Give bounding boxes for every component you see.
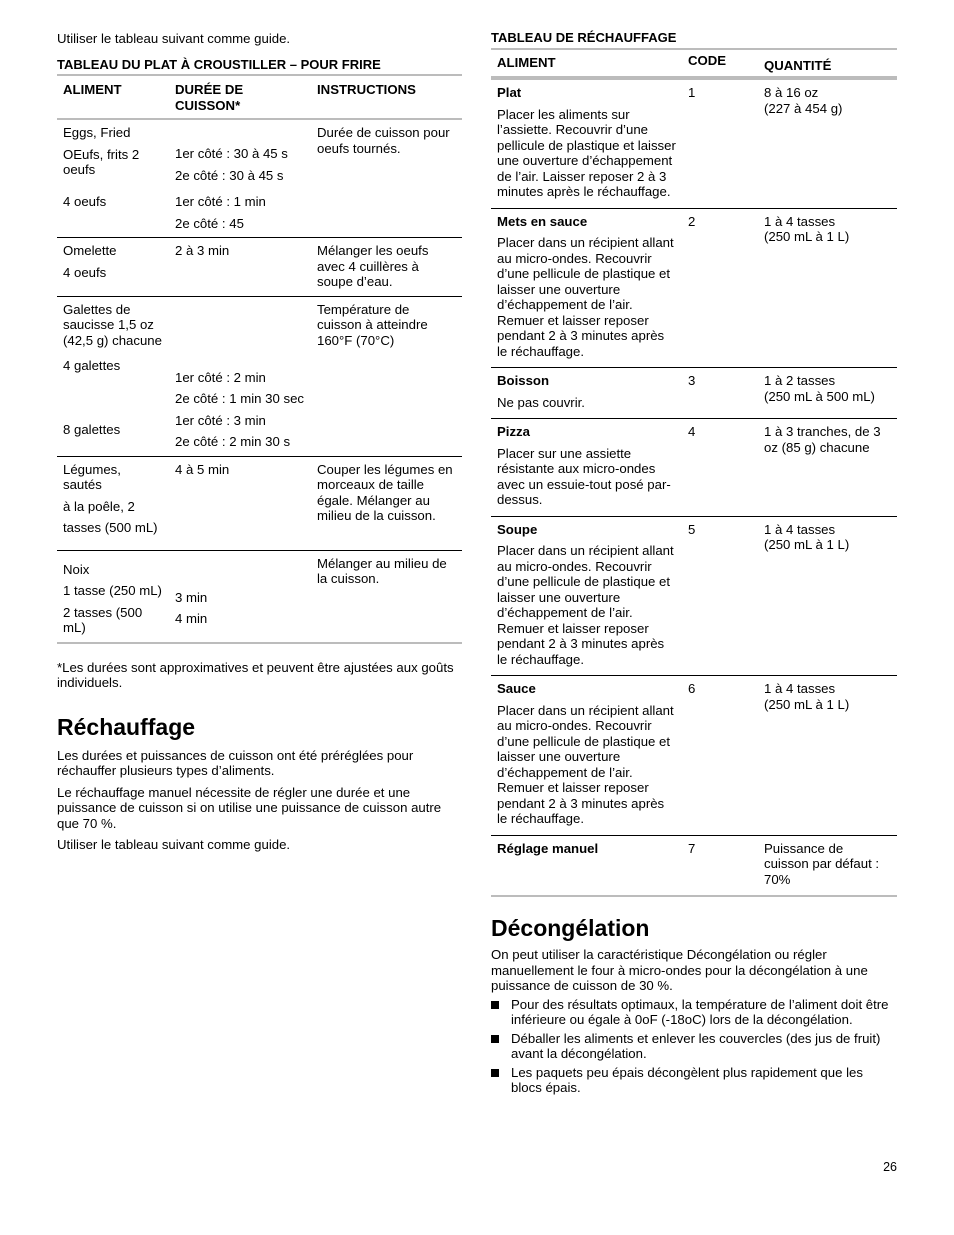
code-cell: 6: [688, 681, 696, 696]
instructions-cell: Couper les légumes en morceaux de taille égale. Mélanger au milieu de la cuisson.: [317, 461, 453, 523]
header-food: ALIMENT: [497, 54, 556, 70]
time-cell: 1er côté : 30 à 45 s 2e côté : 30 à 45 s 1er côté : 1 min 2e côté : 45: [175, 146, 288, 231]
food-description: Placer sur une assiette résistante aux micro-ondes avec un essuie-tout posé par-dessus.: [497, 445, 671, 507]
food-description: Placer dans un récipient allant au micro-ondes. Recouvrir d’une pellicule de plastique et laisser une ouverture d’échappement de l’air. Remuer et laisser reposer pendant 2 à 3 minutes après le réchauffage.: [497, 702, 674, 826]
food-name: Pizza: [497, 424, 530, 439]
food-name: Mets en sauce: [497, 213, 588, 229]
section-heading-reheat: Réchauffage: [57, 713, 196, 740]
code-cell: 2: [688, 213, 696, 229]
food-cell: [491, 373, 682, 410]
defrost-bullet-list: [491, 997, 897, 1096]
reheat-table-body: [491, 80, 897, 897]
defrost-paragraph: On peut utiliser la caractéristique Décongélation ou régler manuellement le four à micro-ondes pour la décongélation à une puissance de cuisson de 30 %.: [491, 947, 868, 993]
food-cell: Légumes, sautés à la poêle, 2 tasses (500 mL): [63, 461, 158, 535]
food-description: Placer dans un récipient allant au micro-ondes. Recouvrir d’une pellicule de plastique et laisser une ouverture d’échappement de l’air. Remuer et laisser reposer pendant 2 à 3 minutes après le réchauffage.: [497, 235, 674, 359]
quantity-cell: 1 à 3 tranches, de 3 oz (85 g) chacune: [764, 424, 881, 455]
table-row: [491, 209, 897, 369]
time-cell: 4 à 5 min: [175, 461, 230, 477]
list-item: Déballer les aliments et enlever les couvercles (des jus de fruit) avant la décongélation.: [491, 1031, 897, 1062]
section-heading-defrost: Décongélation: [491, 915, 650, 941]
square-bullet-icon: [491, 1035, 499, 1043]
code-cell: 3: [688, 373, 696, 388]
code-cell: 4: [688, 424, 696, 439]
header-time: DURÉE DE CUISSON*: [175, 82, 244, 113]
header-instructions: INSTRUCTIONS: [317, 82, 416, 97]
table-row: [57, 457, 462, 551]
list-item: Les paquets peu épais décongèlent plus rapidement que les blocs épais.: [491, 1065, 897, 1096]
food-name: Soupe: [497, 521, 538, 537]
table-row: [491, 419, 897, 517]
code-cell: 1: [688, 85, 696, 100]
food-cell: [491, 841, 682, 888]
reheat-table-title: TABLEAU DE RÉCHAUFFAGE: [491, 30, 677, 45]
reheat-table-header: [491, 50, 897, 79]
list-item: Pour des résultats optimaux, la température de l’aliment doit être inférieure ou égale à 0oF (-18oC) lors de la décongélation.: [491, 997, 897, 1028]
food-cell: [491, 681, 682, 827]
table-row: [491, 517, 897, 677]
instructions-cell: Mélanger les oeufs avec 4 cuillères à soupe d’eau.: [317, 243, 429, 289]
header-food: ALIMENT: [63, 82, 122, 97]
page-number: 26: [883, 1160, 897, 1174]
table-row: [57, 120, 462, 238]
table-row: [491, 836, 897, 896]
quantity-cell: 8 à 16 oz (227 à 454 g): [764, 85, 843, 116]
crisp-table: [57, 74, 462, 644]
reheat-paragraph: Le réchauffage manuel nécessite de régler une durée et une puissance de cuisson si on utilise une puissance de cuisson autre que 70 %.: [57, 784, 442, 831]
quantity-cell: 1 à 4 tasses (250 mL à 1 L): [764, 681, 850, 712]
reheat-table: [491, 48, 897, 81]
reheat-paragraph: Les durées et puissances de cuisson ont été préréglées pour réchauffer plusieurs types d’aliments.: [57, 747, 414, 778]
food-description: Placer les aliments sur l’assiette. Recouvrir d’une pellicule de plastique et laisser une ouverture d’échappement de l’air. Laisser reposer 2 à 3 minutes après le réchauffage.: [497, 106, 676, 199]
food-cell: Eggs, Fried OEufs, frits 2 oeufs 4 oeufs: [63, 125, 140, 209]
food-name: Sauce: [497, 681, 536, 696]
instructions-cell: Durée de cuisson pour oeufs tournés.: [317, 125, 450, 156]
food-name: Boisson: [497, 373, 550, 388]
instructions-cell: Température de cuisson à atteindre 160°F (70°C): [317, 301, 428, 348]
table-row: [57, 551, 462, 642]
food-cell: [491, 424, 682, 508]
food-cell: Omelette 4 oeufs: [63, 243, 117, 280]
code-cell: 5: [688, 521, 696, 537]
time-cell: 1er côté : 2 min 2e côté : 1 min 30 sec 1er côté : 3 min 2e côté : 2 min 30 s: [175, 369, 305, 449]
left-column: [57, 31, 462, 859]
square-bullet-icon: [491, 1069, 499, 1077]
table-row: [57, 238, 462, 297]
quantity-cell: 1 à 4 tasses (250 mL à 1 L): [764, 521, 850, 552]
time-cell: 2 à 3 min: [175, 243, 230, 258]
crisp-table-header: [57, 76, 462, 120]
footnote: *Les durées sont approximatives et peuvent être ajustées aux goûts individuels.: [57, 659, 454, 690]
quantity-cell: 1 à 2 tasses (250 mL à 500 mL): [764, 373, 875, 404]
right-column: [491, 30, 897, 1096]
food-cell: Galettes de saucisse 1,5 oz (42,5 g) chacune 4 galettes 8 galettes: [63, 301, 162, 437]
intro-text: Utiliser le tableau suivant comme guide.: [57, 31, 291, 46]
food-cell: Noix 1 tasse (250 mL) 2 tasses (500 mL): [63, 561, 162, 635]
food-name: Plat: [497, 85, 522, 100]
food-cell: [491, 522, 682, 668]
header-quantity: QUANTITÉ: [764, 57, 832, 73]
quantity-cell: Puissance de cuisson par défaut : 70%: [764, 840, 880, 887]
instructions-cell: Mélanger au milieu de la cuisson.: [317, 555, 447, 586]
quantity-cell: 1 à 4 tasses (250 mL à 1 L): [764, 213, 850, 244]
header-code: CODE: [688, 52, 727, 68]
table-row: [491, 80, 897, 209]
square-bullet-icon: [491, 1001, 499, 1009]
food-cell: [491, 214, 682, 360]
food-name: Réglage manuel: [497, 840, 599, 856]
table-row: [491, 676, 897, 836]
table-row: [491, 368, 897, 419]
time-cell: 3 min 4 min: [175, 589, 208, 626]
crisp-table-title: TABLEAU DU PLAT À CROUSTILLER – POUR FRIRE: [57, 56, 381, 72]
food-cell: [491, 85, 682, 200]
table-row: [57, 297, 462, 457]
food-description: Ne pas couvrir.: [497, 394, 585, 410]
food-description: Placer dans un récipient allant au micro-ondes. Recouvrir d’une pellicule de plastique et laisser une ouverture d’échappement de l’air. Remuer et laisser reposer pendant 2 à 3 minutes après le réchauffage.: [497, 543, 674, 667]
reheat-paragraph: Utiliser le tableau suivant comme guide.: [57, 837, 291, 852]
code-cell: 7: [688, 840, 696, 856]
